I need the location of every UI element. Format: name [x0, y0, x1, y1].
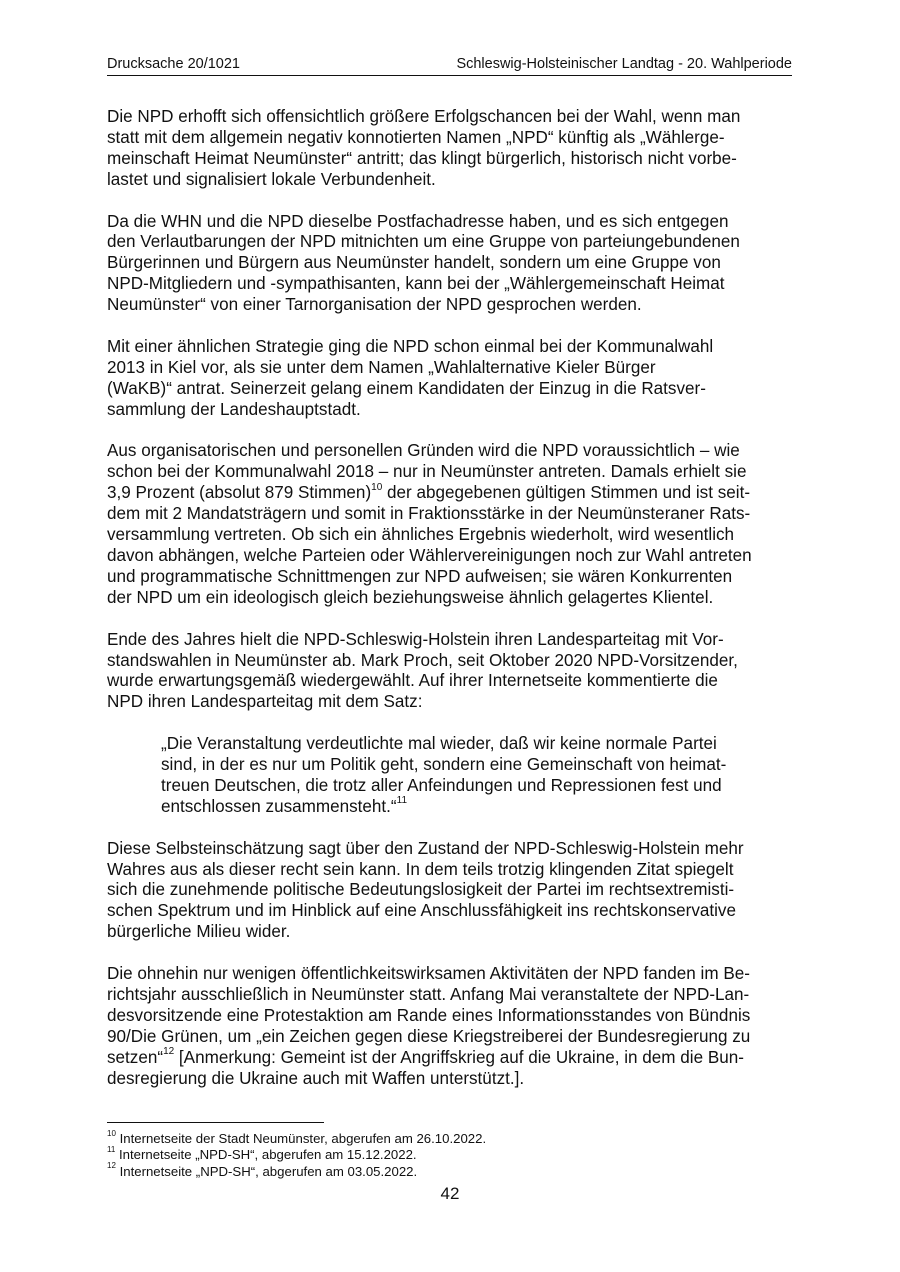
footnote-divider [107, 1122, 324, 1123]
page-number: 42 [440, 1184, 460, 1203]
paragraph: Diese Selbsteinschätzung sagt über den Zustand der NPD-Schleswig-Holstein mehr Wahres aus als dieser recht sein kann. In dem teils trotzig klingenden Zitat spiegelt sich die zunehmende politische Bedeutungslosigkeit der Partei im rechtsextremisti- schen Spektrum und im Hinblick auf eine Anschlussfähigkeit ins rechtskonservative bürgerliche Milieu wider. [107, 838, 744, 942]
paragraph-text: der abgegebenen gültigen Stimmen und ist seit- dem mit 2 Mandatsträgern und somit in Fraktionsstärke in der Neumünsteraner Rats- versammlung vertreten. Ob sich ein ähnliches Ergebnis wiederholt, wird wesentlich davon abhängen, welche Parteien oder Wählervereinigungen noch zur Wahl antreten und programmatische Schnittmengen zur NPD aufweisen; sie wären Konkurrenten der NPD um ein ideologisch gleich beziehungsweise ähnlich gelagertes Klientel. [107, 483, 752, 607]
footnote [107, 1144, 792, 1163]
footnote-number: 10 [107, 1128, 116, 1138]
quote-text: „Die Veranstaltung verdeutlichte mal wieder, daß wir keine normale Partei sind, in der es nur um Politik geht, sondern eine Gemeinschaft von heimat- treuen Deutschen, die trotz aller Anfeindungen und Repressionen fest und entschlossen zusammensteht.“ [161, 734, 727, 816]
page-header [107, 55, 792, 76]
document-number: Drucksache 20/1021 [107, 56, 240, 72]
paragraph: Mit einer ähnlichen Strategie ging die NPD schon einmal bei der Kommunalwahl 2013 in Kiel vor, als sie unter dem Namen „Wahlalternative Kieler Bürger (WaKB)“ antrat. Seinerzeit gelang einem Kandidaten der Einzug in die Ratsver- sammlung der Landeshauptstadt. [107, 336, 714, 419]
footnote-text: Internetseite „NPD-SH“, abgerufen am 15.12.2022. [115, 1147, 417, 1163]
footnote-number: 11 [107, 1144, 116, 1154]
paragraph [107, 964, 792, 1089]
parliament-title: Schleswig-Holsteinischer Landtag - 20. Wahlperiode [456, 56, 792, 72]
footnote-ref: 10 [371, 481, 383, 493]
footnote-text: Internetseite der Stadt Neumünster, abgerufen am 26.10.2022. [115, 1131, 487, 1146]
footnote-number: 12 [107, 1161, 116, 1171]
body-text [107, 107, 792, 1110]
paragraph: Da die WHN und die NPD dieselbe Postfachadresse haben, und es sich entgegen den Verlautbarungen der NPD mitnichten um eine Gruppe von parteiungebundenen Bürgerinnen und Bürgern aus Neumünster handelt, sondern um eine Gruppe von NPD-Mitgliedern und -sympathisanten, kann bei der „Wählergemeinschaft Heimat Neumünster“ von einer Tarnorganisation der NPD gesprochen werden. [107, 211, 740, 315]
paragraph-text: Aus organisatorischen und personellen Gründen wird die NPD voraussichtlich – wie schon bei der Kommunalwahl 2018 – nur in Neumünster antreten. Damals erhielt sie 3,9 Prozent (absolut 879 Stimmen) [107, 441, 747, 503]
block-quote [161, 734, 792, 818]
footnote-ref: 11 [396, 795, 408, 807]
footnote [107, 1128, 792, 1147]
paragraph-text: [Anmerkung: Gemeint ist der Angriffskrieg auf die Ukraine, in dem die Bun- desregierung die Ukraine auch mit Waffen unterstützt.]. [107, 1047, 744, 1088]
footnotes [107, 1128, 792, 1180]
paragraph [107, 441, 792, 608]
paragraph: Die NPD erhofft sich offensichtlich größere Erfolgschancen bei der Wahl, wenn man statt mit dem allgemein negativ konnotierten Namen „NPD“ künftig als „Wählerge- meinschaft Heimat Neumünster“ antritt; das klingt bürgerlich, historisch nicht vorbe- lastet und signalisiert lokale Verbundenheit. [107, 107, 741, 189]
paragraph: Ende des Jahres hielt die NPD-Schleswig-Holstein ihren Landesparteitag mit Vor- standswahlen in Neumünster ab. Mark Proch, seit Oktober 2020 NPD-Vorsitzender, wurde erwartungsgemäß wiedergewählt. Auf ihrer Internetseite kommentierte die NPD ihren Landesparteitag mit dem Satz: [107, 629, 738, 712]
footnote [107, 1161, 792, 1180]
paragraph-text: Die ohnehin nur wenigen öffentlichkeitswirksamen Aktivitäten der NPD fanden im Be- richtsjahr ausschließlich in Neumünster statt. Anfang Mai veranstaltete der NPD-Lan- desvorsitzende eine Protestaktion am Rande eines Informationsstandes von Bündnis 90/Die Grünen, um „ein Zeichen gegen diese Kriegstreiberei der Bundesregierung zu setzen“ [107, 964, 751, 1067]
footnote-text: Internetseite „NPD-SH“, abgerufen am 03.05.2022. [115, 1163, 418, 1179]
footnote-ref: 12 [163, 1045, 175, 1057]
